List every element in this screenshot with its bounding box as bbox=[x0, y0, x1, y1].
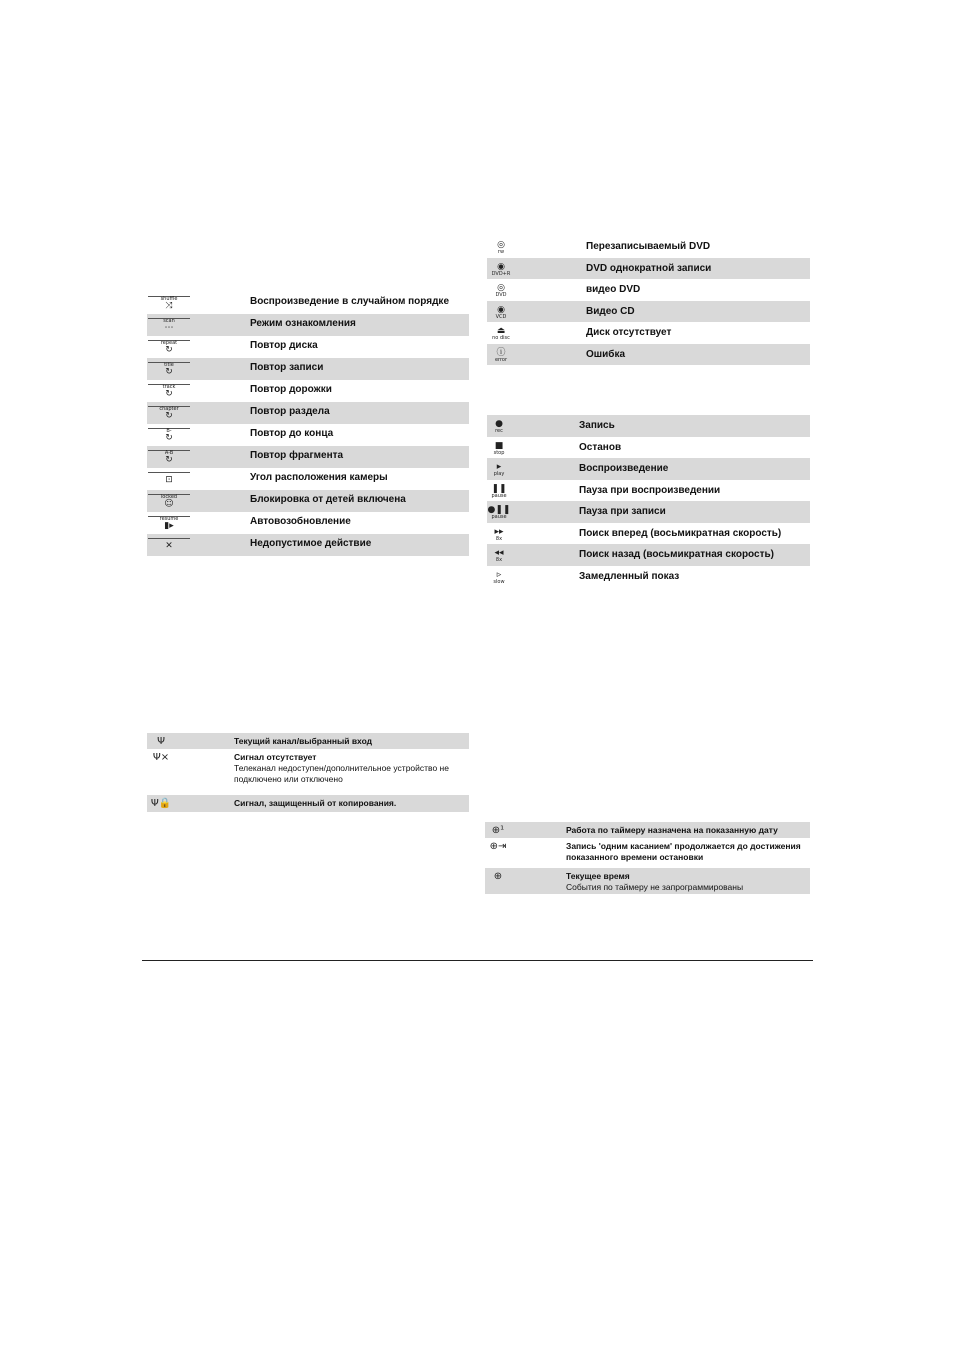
row-label bbox=[586, 327, 671, 339]
repeat-chapter-icon bbox=[148, 406, 190, 421]
row-label bbox=[250, 318, 356, 330]
icon-tag: DVD+R bbox=[491, 270, 511, 277]
table-row bbox=[487, 415, 810, 437]
table-row bbox=[147, 336, 469, 358]
table-row bbox=[147, 402, 469, 424]
icon-glyph: ↻ bbox=[165, 345, 173, 355]
row-label bbox=[579, 442, 621, 454]
icon-glyph: ▸ bbox=[496, 462, 502, 472]
icon-glyph: ◉ bbox=[497, 304, 505, 315]
play-icon bbox=[487, 463, 511, 477]
row-label-text: Запись 'одним касанием' продолжается до достижения показанного времени остановки bbox=[566, 841, 801, 862]
table-row bbox=[147, 380, 469, 402]
row-label-text: Повтор диска bbox=[250, 340, 318, 351]
row-label bbox=[579, 571, 679, 583]
transport-icons-table bbox=[487, 415, 810, 587]
dvd-video-icon bbox=[487, 284, 515, 298]
table-row bbox=[147, 424, 469, 446]
icon-tag: play bbox=[493, 471, 505, 477]
repeat-title-icon bbox=[148, 362, 190, 377]
table-row bbox=[147, 749, 469, 795]
row-label-text: DVD однократной записи bbox=[586, 262, 712, 274]
row-label-text: Замедленный показ bbox=[579, 570, 680, 582]
row-label-text: Повтор дорожки bbox=[250, 384, 332, 395]
row-label-text: Пауза при записи bbox=[579, 506, 666, 517]
icon-glyph: ↻ bbox=[165, 433, 173, 443]
row-label-text: Автовозобновление bbox=[250, 516, 351, 527]
icon-tag: no disc bbox=[492, 335, 510, 341]
row-label-text: Поиск вперед (восьмикратная скорость) bbox=[579, 527, 782, 539]
icon-glyph: ✕ bbox=[165, 540, 173, 551]
icon-tag: stop bbox=[493, 449, 505, 456]
row-label-text: Повтор раздела bbox=[250, 406, 330, 417]
icon-tag: 8x bbox=[495, 557, 503, 563]
icon-tag: title bbox=[164, 362, 174, 368]
row-label bbox=[579, 528, 781, 540]
table-row bbox=[147, 358, 469, 380]
repeat-ab-icon bbox=[148, 450, 190, 465]
table-row bbox=[487, 501, 810, 523]
icon-tag: shuffle bbox=[160, 296, 178, 302]
row-label bbox=[586, 349, 625, 361]
icon-glyph: ❚❚ bbox=[491, 483, 507, 494]
table-row bbox=[147, 534, 469, 556]
icon-tag: A-B bbox=[164, 450, 174, 456]
row-label bbox=[250, 494, 406, 506]
icon-tag: resume bbox=[159, 516, 179, 522]
table-row bbox=[487, 236, 810, 258]
icon-tag: chapter bbox=[159, 406, 179, 412]
resume-icon bbox=[148, 516, 190, 531]
icon-glyph: ⊡ bbox=[165, 474, 173, 485]
table-row bbox=[487, 458, 810, 480]
error-icon bbox=[487, 349, 515, 363]
row-label bbox=[250, 472, 388, 484]
table-row bbox=[487, 480, 810, 502]
rewind-icon bbox=[487, 549, 511, 563]
icon-tag: rec bbox=[495, 428, 503, 434]
icon-glyph: ◂◂ bbox=[494, 548, 504, 558]
stop-icon bbox=[487, 442, 511, 456]
row-label bbox=[566, 825, 778, 836]
slow-motion-icon bbox=[487, 571, 511, 585]
row-label-text: Недопустимое действие bbox=[250, 538, 372, 549]
timer-icons-table bbox=[485, 822, 810, 894]
row-label bbox=[250, 538, 371, 550]
table-row bbox=[487, 544, 810, 566]
table-row bbox=[147, 512, 469, 534]
row-label-text: Повтор фрагмента bbox=[250, 450, 344, 461]
row-label-text: Поиск назад (восьмикратная скорость) bbox=[579, 549, 774, 560]
icon-tag: 8x bbox=[495, 535, 503, 542]
icon-glyph: ● bbox=[495, 419, 503, 429]
table-row bbox=[485, 822, 810, 838]
row-label bbox=[234, 752, 469, 785]
table-row bbox=[487, 301, 810, 323]
table-row bbox=[487, 437, 810, 459]
icon-glyph: ↻ bbox=[165, 455, 173, 465]
icon-glyph: ▮▸ bbox=[164, 521, 174, 531]
shuffle-icon bbox=[148, 296, 190, 311]
scan-icon bbox=[148, 318, 190, 333]
antenna-no-signal-icon bbox=[147, 752, 175, 764]
clock-icon bbox=[485, 871, 511, 883]
camera-angle-icon bbox=[148, 472, 190, 487]
icon-tag: repeat bbox=[160, 340, 178, 346]
footer-rule bbox=[142, 960, 813, 961]
icon-tag: rw bbox=[497, 249, 505, 255]
child-lock-icon bbox=[148, 494, 190, 509]
table-row bbox=[485, 868, 810, 894]
icon-glyph: ◎ bbox=[497, 240, 505, 250]
row-label bbox=[566, 841, 810, 862]
dvd-rw-icon bbox=[487, 241, 515, 255]
icon-tag: error bbox=[494, 356, 508, 363]
row-label bbox=[250, 340, 318, 352]
icon-glyph: Ψ× bbox=[152, 752, 170, 763]
row-label-text: Останов bbox=[579, 441, 622, 453]
icon-glyph: ⓘ bbox=[496, 347, 506, 358]
row-label-text: Режим ознакомления bbox=[250, 318, 356, 329]
disc-type-icons-table bbox=[487, 236, 810, 365]
row-label bbox=[250, 450, 343, 462]
row-label-text: Сигнал отсутствует bbox=[234, 752, 317, 762]
row-label bbox=[250, 384, 332, 396]
invalid-action-icon bbox=[148, 538, 190, 553]
table-row bbox=[147, 314, 469, 336]
row-label-text: Пауза при воспроизведении bbox=[579, 484, 721, 496]
table-row bbox=[487, 566, 810, 588]
icon-glyph: ⏏ bbox=[496, 326, 506, 336]
row-label-text: Работа по таймеру назначена на показанную дату bbox=[566, 825, 778, 835]
icon-tag: pause bbox=[491, 492, 507, 499]
row-label-text: видео DVD bbox=[586, 284, 641, 295]
row-label bbox=[234, 798, 396, 809]
row-label bbox=[586, 241, 710, 253]
antenna-icon bbox=[147, 736, 175, 748]
row-label bbox=[250, 362, 323, 374]
row-label bbox=[586, 263, 711, 275]
table-row bbox=[147, 468, 469, 490]
table-row bbox=[487, 258, 810, 280]
icon-glyph: ⤨ bbox=[165, 301, 173, 311]
icon-tag: slow bbox=[493, 578, 505, 585]
row-label bbox=[586, 284, 640, 296]
row-label bbox=[250, 406, 330, 418]
row-label bbox=[250, 428, 333, 440]
icon-glyph: ▸▸ bbox=[494, 526, 504, 537]
icon-glyph: ⊕ bbox=[493, 871, 503, 882]
icon-tag: pause bbox=[491, 514, 507, 520]
row-label-text: Воспроизведение bbox=[579, 463, 669, 474]
icon-glyph: ⊕¹ bbox=[491, 825, 505, 836]
otr-icon bbox=[485, 841, 511, 853]
table-row bbox=[485, 838, 810, 868]
row-label-text: Угол расположения камеры bbox=[250, 472, 388, 483]
row-label-text: Повтор до конца bbox=[250, 428, 334, 439]
table-row bbox=[147, 795, 469, 812]
repeat-track-icon bbox=[148, 384, 190, 399]
icon-glyph: ▹ bbox=[496, 569, 502, 580]
icon-glyph: ↻ bbox=[165, 367, 173, 377]
record-pause-icon bbox=[487, 506, 511, 520]
row-label-text: Текущее время bbox=[566, 871, 630, 881]
table-row bbox=[487, 523, 810, 545]
table-row bbox=[487, 344, 810, 366]
table-row bbox=[147, 490, 469, 512]
row-label bbox=[250, 296, 449, 308]
icon-glyph: ●❚❚ bbox=[487, 505, 511, 515]
dvd-r-icon bbox=[487, 263, 515, 277]
row-label-text: Сигнал, защищенный от копирования. bbox=[234, 798, 397, 808]
icon-tag: B- bbox=[166, 428, 172, 434]
repeat-to-end-icon bbox=[148, 428, 190, 443]
table-row bbox=[147, 446, 469, 468]
pause-icon bbox=[487, 485, 511, 499]
table-row bbox=[147, 733, 469, 749]
row-label-text: Блокировка от детей включена bbox=[250, 494, 406, 505]
table-row bbox=[487, 279, 810, 301]
row-label bbox=[579, 506, 666, 518]
repeat-disc-icon bbox=[148, 340, 190, 355]
record-icon bbox=[487, 420, 511, 434]
row-label-text: Ошибка bbox=[586, 348, 626, 360]
play-mode-icons-table bbox=[147, 292, 469, 556]
row-label bbox=[579, 549, 774, 561]
row-label bbox=[586, 306, 635, 318]
row-label-text: Видео CD bbox=[586, 305, 635, 317]
icon-glyph: ◎ bbox=[497, 283, 505, 293]
signal-icons-table bbox=[147, 733, 469, 812]
row-label bbox=[234, 736, 372, 747]
icon-glyph: ◉ bbox=[497, 261, 505, 272]
row-label-text: Запись bbox=[579, 420, 615, 431]
row-label-text: Воспроизведение в случайном порядке bbox=[250, 296, 449, 307]
icon-tag: locked bbox=[160, 494, 178, 500]
row-label bbox=[566, 871, 743, 892]
row-label bbox=[579, 420, 615, 432]
icon-glyph: ⊕⇥ bbox=[489, 841, 507, 852]
icon-tag: DVD bbox=[495, 292, 507, 298]
table-row bbox=[147, 292, 469, 314]
icon-tag: scan bbox=[163, 318, 175, 324]
icon-glyph: Ψ bbox=[157, 736, 165, 747]
icon-tag: VCD bbox=[495, 313, 507, 320]
row-label-text: Диск отсутствует bbox=[586, 327, 672, 338]
icon-glyph: ⋯ bbox=[164, 323, 174, 333]
table-row bbox=[487, 322, 810, 344]
icon-glyph: ☺ bbox=[164, 499, 174, 509]
icon-glyph: Ψ🔒 bbox=[150, 798, 172, 809]
icon-glyph: ↻ bbox=[165, 389, 173, 399]
row-label-text: Повтор записи bbox=[250, 362, 324, 373]
row-label bbox=[579, 463, 668, 475]
icon-glyph: ■ bbox=[494, 440, 504, 451]
row-description: Телеканал недоступен/дополнительное устройство не подключено или отключено bbox=[234, 763, 449, 784]
row-label-text: Перезаписываемый DVD bbox=[586, 241, 711, 252]
icon-glyph: ↻ bbox=[165, 411, 173, 421]
no-disc-icon bbox=[487, 327, 515, 341]
video-cd-icon bbox=[487, 306, 515, 320]
row-description: События по таймеру не запрограммированы bbox=[566, 881, 744, 892]
row-label bbox=[579, 485, 720, 497]
antenna-protected-icon bbox=[147, 798, 175, 810]
fast-forward-icon bbox=[487, 528, 511, 542]
icon-tag: track bbox=[162, 384, 176, 390]
row-label bbox=[250, 516, 351, 528]
timer-date-icon bbox=[485, 825, 511, 837]
row-label-text: Текущий канал/выбранный вход bbox=[234, 736, 373, 746]
